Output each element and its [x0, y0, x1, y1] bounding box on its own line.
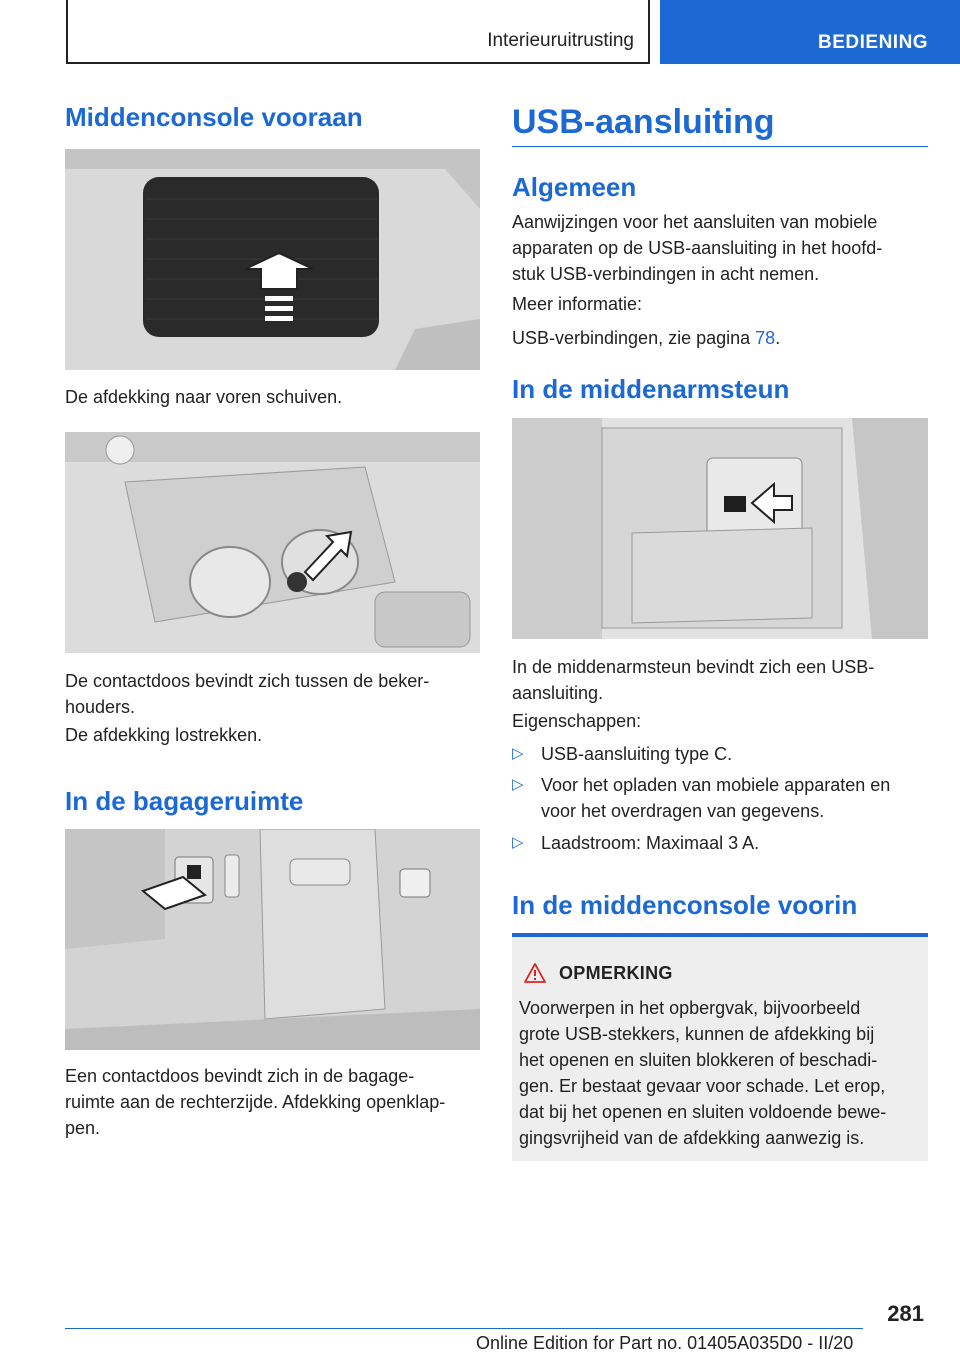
- usb-connections-reference: [512, 325, 928, 351]
- header-chapter-tab: [660, 0, 960, 64]
- notice-box: [512, 933, 928, 1161]
- reference-text: USB-verbindingen, zie pagina: [512, 328, 756, 348]
- bullet-item: [512, 830, 928, 856]
- general-text: Aanwijzingen voor het aansluiten van mobiele apparaten op de USB-aansluiting in het hoofd- stuk USB-verbindingen in acht nemen.: [512, 212, 883, 284]
- bullet-text: Voor het opladen van mobiele apparaten en voor het overdragen van gegevens.: [541, 775, 891, 821]
- header-section-box: [66, 0, 650, 64]
- properties-label: Eigenschappen:: [512, 711, 642, 731]
- page-number: 281: [887, 1301, 924, 1326]
- heading-front-console: Middenconsole vooraan: [65, 102, 363, 132]
- reference-end: .: [775, 328, 781, 348]
- heading-general: Algemeen: [512, 172, 637, 202]
- bullet-text: USB-aansluiting type C.: [541, 744, 733, 764]
- photo-front-console-cover: [65, 149, 480, 370]
- heading-front-console-usb: In de middenconsole voorin: [512, 890, 858, 920]
- bullet-triangle-icon: ▷: [512, 745, 524, 762]
- bullet-triangle-icon: ▷: [512, 776, 524, 793]
- caption-socket-location: De contactdoos bevindt zich tussen de beker- houders.: [65, 671, 430, 717]
- bullet-item: [512, 741, 928, 767]
- bullet-triangle-icon: ▷: [512, 834, 524, 851]
- bullet-text: Laadstroom: Maximaal 3 A.: [541, 833, 760, 853]
- photo-trunk-socket: [65, 829, 480, 1050]
- heading-armrest: In de middenarmsteun: [512, 374, 790, 404]
- heading-usb: USB-aansluiting: [512, 103, 775, 141]
- armrest-text: In de middenarmsteun bevindt zich een USB- aansluiting.: [512, 657, 875, 703]
- notice-body: Voorwerpen in het opbergvak, bijvoorbeeld grote USB-stekkers, kunnen de afdekking bij het openen en sluiten blokkeren of beschadi- gen. Er bestaat gevaar voor schade. Let erop, dat bij het openen en sluiten voldoende bewe- gingsvrijheid van de afdekking aanwezig is.: [519, 998, 887, 1148]
- header-chapter-label: BEDIENING: [818, 32, 929, 53]
- header-section-title: Interieuruitrusting: [487, 30, 634, 51]
- caption-trunk-socket: Een contactdoos bevindt zich in de bagage- ruimte aan de rechterzijde. Afdekking openklap- pen.: [65, 1066, 446, 1138]
- bullet-item: [512, 772, 928, 824]
- warning-triangle-icon: [524, 963, 546, 983]
- footer-rule: [65, 1328, 863, 1329]
- photo-cupholder-socket: [65, 432, 480, 653]
- heading-trunk: In de bagageruimte: [65, 786, 304, 816]
- edition-footer: Online Edition for Part no. 01405A035D0 - II/20: [476, 1333, 854, 1353]
- page-78-link[interactable]: 78: [755, 328, 776, 348]
- heading-rule: [512, 146, 928, 147]
- photo-armrest-usb: [512, 418, 928, 639]
- caption-pull-cover: De afdekking lostrekken.: [65, 725, 263, 745]
- more-info-label: Meer informatie:: [512, 294, 643, 314]
- caption-slide-cover: De afdekking naar voren schuiven.: [65, 387, 343, 407]
- notice-title: OPMERKING: [559, 963, 673, 983]
